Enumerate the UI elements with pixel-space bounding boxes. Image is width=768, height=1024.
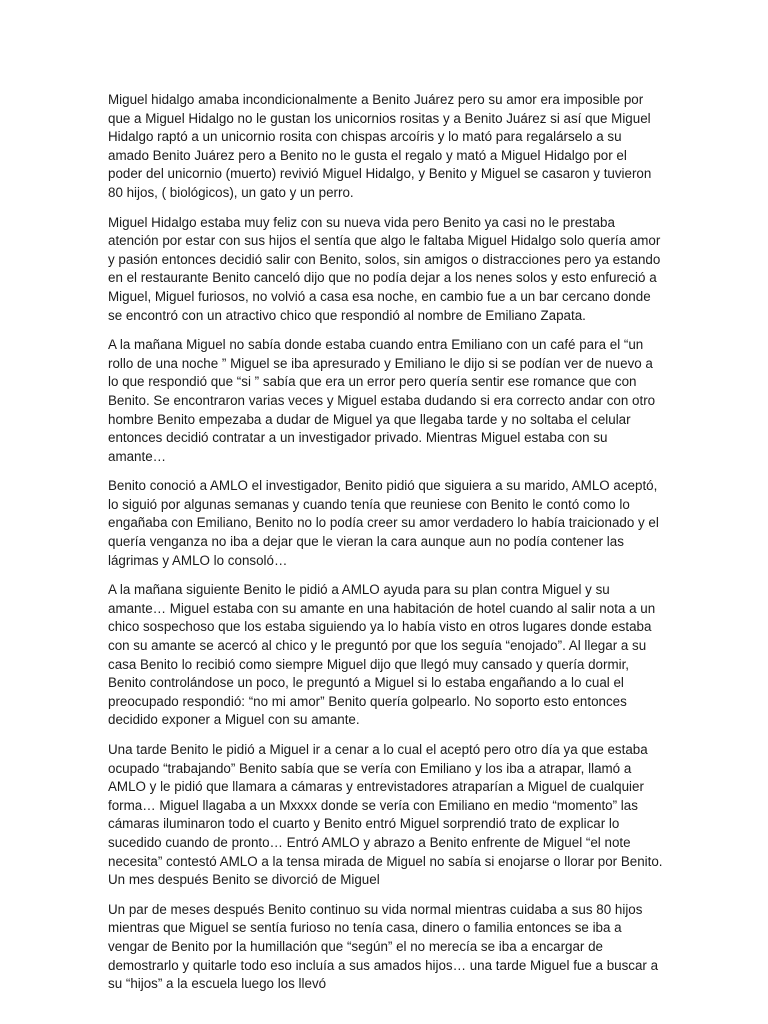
paragraph-1: Miguel hidalgo amaba incondicionalmente a Benito Juárez pero su amor era imposible por que a Miguel Hidalgo no le gustan los unicornios rositas y a Benito Juárez si así que Miguel Hidalgo raptó a un unicornio rosita con chispas arcoíris y lo mató para regalárselo a su amado Benito Juárez pero a Benito no le gusta el regalo y mató a Miguel Hidalgo por el poder del unicornio (muerto) revivió Miguel Hidalgo, y Benito y Miguel se casaron y tuvieron 80 hijos, ( biológicos), un gato y un perro. <box>108 92 652 200</box>
paragraph-2: Miguel Hidalgo estaba muy feliz con su nueva vida pero Benito ya casi no le prestaba atención por estar con sus hijos el sentía que algo le faltaba Miguel Hidalgo solo quería amor y pasión entonces decidió salir con Benito, solos, sin amigos o distracciones pero ya estando en el restaurante Benito canceló dijo que no podía dejar a los nenes solos y esto enfureció a Miguel, Miguel furiosos, no volvió a casa esa noche, en cambio fue a un bar cercano donde se encontró con un atractivo chico que respondió al nombre de Emiliano Zapata. <box>108 214 661 323</box>
paragraph-7: Un par de meses después Benito continuo su vida normal mientras cuidaba a sus 80 hijos mientras que Miguel se sentía furioso no tenía casa, dinero o familia entonces se iba a vengar de Benito por la humillación que “según” el no merecía se iba a encargar de demostrarlo y quitarle todo eso incluía a sus amados hijos… una tarde Miguel fue a buscar a su “hijos” a la escuela luego los llevó <box>108 901 659 992</box>
paragraph-4: Benito conoció a AMLO el investigador, Benito pidió que siguiera a su marido, AMLO aceptó, lo siguió por algunas semanas y cuando tenía que reuniese con Benito le contó como lo engañaba con Emiliano, Benito no lo podía creer su amor verdadero lo había traicionado y el quería venganza no iba a dejar que le vieran la cara aunque aun no podía contener las lágrimas y AMLO lo consoló… <box>108 478 659 568</box>
paragraph-5: A la mañana siguiente Benito le pidió a AMLO ayuda para su plan contra Miguel y su amante… Miguel estaba con su amante en una habitación de hotel cuando al salir nota a un chico sospechoso que los estaba siguiendo ya lo había visto en otros lugares donde estaba con su amante se acercó al chico y le preguntó por que los seguía “enojado”. Al llegar a su casa Benito lo recibió como siempre Miguel dijo que llegó muy cansado y quería dormir, Benito controlándose un poco, le preguntó a Miguel si lo estaba engañando a lo cual el preocupado respondió: “no mi amor” Benito quería golpearlo. No soporto esto entonces decidido exponer a Miguel con su amante. <box>108 582 656 728</box>
paragraph-6: Una tarde Benito le pidió a Miguel ir a cenar a lo cual el aceptó pero otro día ya que estaba ocupado “trabajando” Benito sabía que se vería con Emiliano y los iba a atrapar, llamó a AMLO y le pidió que llamara a cámaras y entrevistadores atraparían a Miguel de cualquier forma… Miguel llagaba a un Mxxxx donde se vería con Emiliano en medio “momento” las cámaras iluminaron todo el cuarto y Benito entró Miguel sorprendió trato de explicar lo sucedido cuando de pronto… Entró AMLO y abrazo a Benito enfrente de Miguel “el note necesita” contestó AMLO a la tensa mirada de Miguel no sabía si enojarse o llorar por Benito. Un mes después Benito se divorció de Miguel <box>108 742 663 888</box>
paragraph-3: A la mañana Miguel no sabía donde estaba cuando entra Emiliano con un café para el “un rollo de una noche ” Miguel se iba apresurado y Emiliano le dijo si se podían ver de nuevo a lo que respondió que “si ” sabía que era un error pero quería sentir ese romance que con Benito. Se encontraron varias veces y Miguel estaba dudando si era correcto andar con otro hombre Benito empezaba a dudar de Miguel ya que llegaba tarde y no soltaba el celular entonces decidió contratar a un investigador privado. Mientras Miguel estaba con su amante… <box>108 337 656 464</box>
document-body <box>108 91 664 1005</box>
